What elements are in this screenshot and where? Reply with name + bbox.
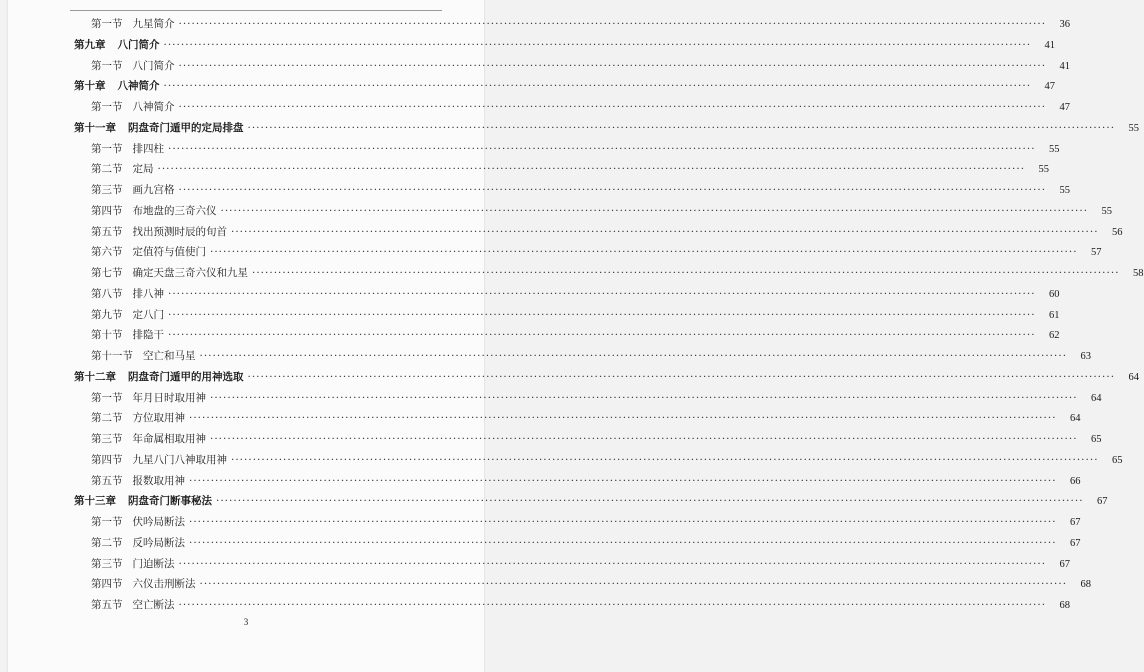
toc-entry-title: 九星简介 [132, 18, 175, 30]
toc-entry-title: 排八神 [132, 287, 164, 300]
toc-entry-title: 排四柱 [132, 142, 164, 155]
page-number: 3 [243, 617, 249, 627]
toc-entry-number: 第一节 [91, 101, 123, 113]
toc-page-number: 63 [1080, 351, 1092, 362]
toc-page-number: 55 [1101, 205, 1113, 217]
toc-section-row [91, 162, 1050, 177]
toc-page-number: 58 [1133, 268, 1144, 279]
toc-page-number: 67 [1059, 558, 1071, 570]
toc-chapter-row [74, 370, 1140, 385]
toc-page-number: 47 [1059, 102, 1071, 113]
toc-entry-title: 反吟局断法 [132, 536, 185, 549]
toc-section-row [91, 204, 1113, 219]
toc-entry-number: 第四节 [91, 453, 123, 466]
toc-section-row [91, 142, 1060, 157]
toc-section-row [91, 598, 1071, 613]
toc-entry-title: 八门简介 [117, 38, 160, 51]
dot-leader: ········································································································································································································ [178, 18, 1047, 30]
toc-page-number: 41 [1059, 60, 1071, 72]
toc-page-number: 55 [1059, 185, 1071, 196]
toc-entry-number: 第二节 [91, 163, 123, 176]
dot-leader: ········································································································································································································ [247, 121, 1116, 134]
toc-page-number: 56 [1112, 226, 1123, 238]
toc-entry-title: 八门简介 [132, 59, 175, 72]
toc-page-number: 57 [1091, 247, 1102, 259]
dot-leader: ········································································································································································································ [189, 536, 1057, 549]
toc-entry-number: 第一节 [91, 391, 123, 404]
toc-entry-title: 年命属相取用神 [132, 433, 206, 445]
toc-page-number: 68 [1059, 600, 1071, 611]
toc-entry-number: 第二节 [91, 536, 123, 549]
toc-entry-number: 第三节 [91, 433, 123, 445]
toc-section-row [91, 577, 1092, 592]
dot-leader: ········································································································································································································ [216, 495, 1084, 508]
toc-section-row [91, 183, 1071, 198]
toc-page-number: 67 [1070, 537, 1081, 549]
toc-entry-number: 第三节 [91, 184, 123, 196]
toc-entry-number: 第五节 [91, 599, 123, 611]
toc-page-number: 64 [1128, 371, 1140, 383]
toc-section-row [91, 515, 1081, 530]
dot-leader: ········································································································································································································ [199, 578, 1068, 591]
toc-entry-number: 第五节 [91, 474, 123, 487]
toc-entry-number: 第五节 [91, 225, 123, 238]
dot-leader: ········································································································································································································ [189, 474, 1057, 487]
toc-page-number: 62 [1049, 330, 1060, 342]
toc-page-number: 55 [1038, 164, 1050, 176]
toc-section-row [91, 328, 1060, 343]
dot-leader: ········································································································································································································ [178, 101, 1047, 113]
toc-page-number: 67 [1070, 517, 1081, 528]
toc-entry-title: 空亡和马星 [143, 350, 196, 362]
dot-leader: ········································································································································································································ [210, 433, 1078, 445]
toc-entry-title: 定局 [132, 163, 154, 176]
toc-entry-number: 第二节 [91, 412, 123, 425]
toc-entry-number: 第九章 [74, 38, 106, 51]
toc-section-row [91, 59, 1071, 74]
toc-entry-title: 年月日时取用神 [132, 391, 206, 404]
dot-leader: ········································································································································································································ [178, 557, 1047, 570]
toc-page-number: 68 [1080, 579, 1092, 591]
toc-page-number: 60 [1049, 288, 1060, 300]
toc-entry-number: 第九节 [91, 308, 123, 321]
dot-leader: ········································································································································································································ [247, 370, 1116, 383]
dot-leader: ········································································································································································································ [231, 453, 1099, 466]
dot-leader: ········································································································································································································ [168, 308, 1036, 321]
toc-entry-number: 第一节 [91, 18, 123, 30]
toc-entry-title: 空亡断法 [132, 599, 175, 611]
toc-entry-number: 第十一章 [74, 121, 116, 134]
toc-entry-title: 八神简介 [132, 101, 175, 113]
toc-page-number: 41 [1044, 39, 1056, 51]
toc-page-number: 65 [1112, 454, 1123, 466]
dot-leader: ········································································································································································································ [157, 163, 1026, 176]
toc-section-row [91, 536, 1081, 551]
toc-entry-title: 报数取用神 [132, 474, 185, 487]
dot-leader: ········································································································································································································ [178, 599, 1047, 611]
toc-section-row [91, 474, 1081, 489]
toc-entry-number: 第一节 [91, 59, 123, 72]
dot-leader: ········································································································································································································ [168, 142, 1036, 155]
toc-page-number: 66 [1070, 475, 1081, 487]
toc-entry-title: 布地盘的三奇六仪 [132, 204, 217, 217]
toc-entry-title: 画九宫格 [132, 184, 175, 196]
toc-entry-title: 定值符与值使门 [132, 246, 206, 259]
toc-entry-title: 八神简介 [117, 80, 160, 93]
toc-entry-number: 第一节 [91, 516, 123, 528]
toc-entry-title: 方位取用神 [132, 412, 185, 425]
toc-entry-number: 第三节 [91, 557, 123, 570]
toc-page-number: 65 [1091, 434, 1102, 445]
toc-chapter-row [74, 494, 1108, 509]
toc-entry-number: 第十三章 [74, 495, 116, 508]
dot-leader: ········································································································································································································ [189, 516, 1057, 528]
toc-entry-title: 六仪击刑断法 [132, 578, 196, 591]
dot-leader: ········································································································································································································ [220, 204, 1089, 217]
toc-section-row [91, 100, 1071, 115]
dot-leader: ········································································································································································································ [168, 329, 1036, 342]
toc-entry-number: 第十节 [91, 329, 123, 342]
toc-entry-number: 第一节 [91, 142, 123, 155]
toc-section-row [91, 308, 1060, 323]
toc-entry-number: 第十一节 [91, 350, 133, 362]
toc-entry-title: 找出预测时辰的旬首 [132, 225, 227, 238]
toc-page-number: 61 [1049, 309, 1060, 321]
dot-leader: ········································································································································································································ [163, 80, 1032, 93]
toc-chapter-row [74, 38, 1056, 53]
toc-page-number: 67 [1097, 496, 1108, 508]
toc-page-number: 47 [1044, 81, 1056, 93]
toc-entry-number: 第十章 [74, 80, 106, 93]
dot-leader: ········································································································································································································ [163, 38, 1032, 51]
toc-section-row [91, 349, 1092, 364]
toc-entry-title: 排隐干 [132, 329, 164, 342]
toc-page-number: 36 [1059, 19, 1071, 30]
toc-entry-title: 伏吟局断法 [132, 516, 185, 528]
toc-entry-title: 阴盘奇门遁甲的用神选取 [128, 370, 244, 383]
dot-leader: ········································································································································································································ [252, 267, 1120, 279]
toc-page-number: 55 [1128, 122, 1140, 134]
toc-entry-title: 确定天盘三奇六仪和九星 [132, 267, 248, 279]
dot-leader: ········································································································································································································ [210, 391, 1078, 404]
dot-leader: ········································································································································································································ [189, 412, 1057, 425]
toc-entry-title: 九星八门八神取用神 [132, 453, 227, 466]
dot-leader: ········································································································································································································ [199, 350, 1068, 362]
table-of-contents [8, 0, 1144, 640]
toc-entry-title: 门迫断法 [132, 557, 175, 570]
toc-page-number: 64 [1070, 413, 1081, 425]
toc-entry-number: 第十二章 [74, 370, 116, 383]
toc-entry-number: 第四节 [91, 578, 123, 591]
toc-section-row [91, 225, 1123, 240]
toc-page-number: 64 [1091, 392, 1102, 404]
toc-chapter-row [74, 121, 1140, 136]
toc-page-number: 55 [1049, 143, 1060, 155]
toc-section-row [91, 266, 1144, 281]
toc-entry-title: 阴盘奇门遁甲的定局排盘 [128, 121, 244, 134]
toc-section-row [91, 557, 1071, 572]
toc-entry-number: 第七节 [91, 267, 123, 279]
toc-entry-number: 第四节 [91, 204, 123, 217]
book-page [8, 0, 1144, 672]
dot-leader: ········································································································································································································ [168, 287, 1036, 300]
toc-entry-title: 定八门 [132, 308, 164, 321]
toc-section-row [91, 245, 1102, 260]
toc-section-row [91, 411, 1081, 426]
toc-entry-number: 第八节 [91, 287, 123, 300]
dot-leader: ········································································································································································································ [231, 225, 1099, 238]
dot-leader: ········································································································································································································ [210, 246, 1078, 259]
toc-entry-number: 第六节 [91, 246, 123, 259]
toc-entry-title: 阴盘奇门断事秘法 [128, 495, 212, 508]
toc-section-row [91, 432, 1102, 447]
toc-section-row [91, 453, 1123, 468]
toc-section-row [91, 287, 1060, 302]
toc-section-row [91, 17, 1071, 32]
dot-leader: ········································································································································································································ [178, 59, 1047, 72]
toc-section-row [91, 391, 1102, 406]
dot-leader: ········································································································································································································ [178, 184, 1047, 196]
toc-chapter-row [74, 79, 1056, 94]
